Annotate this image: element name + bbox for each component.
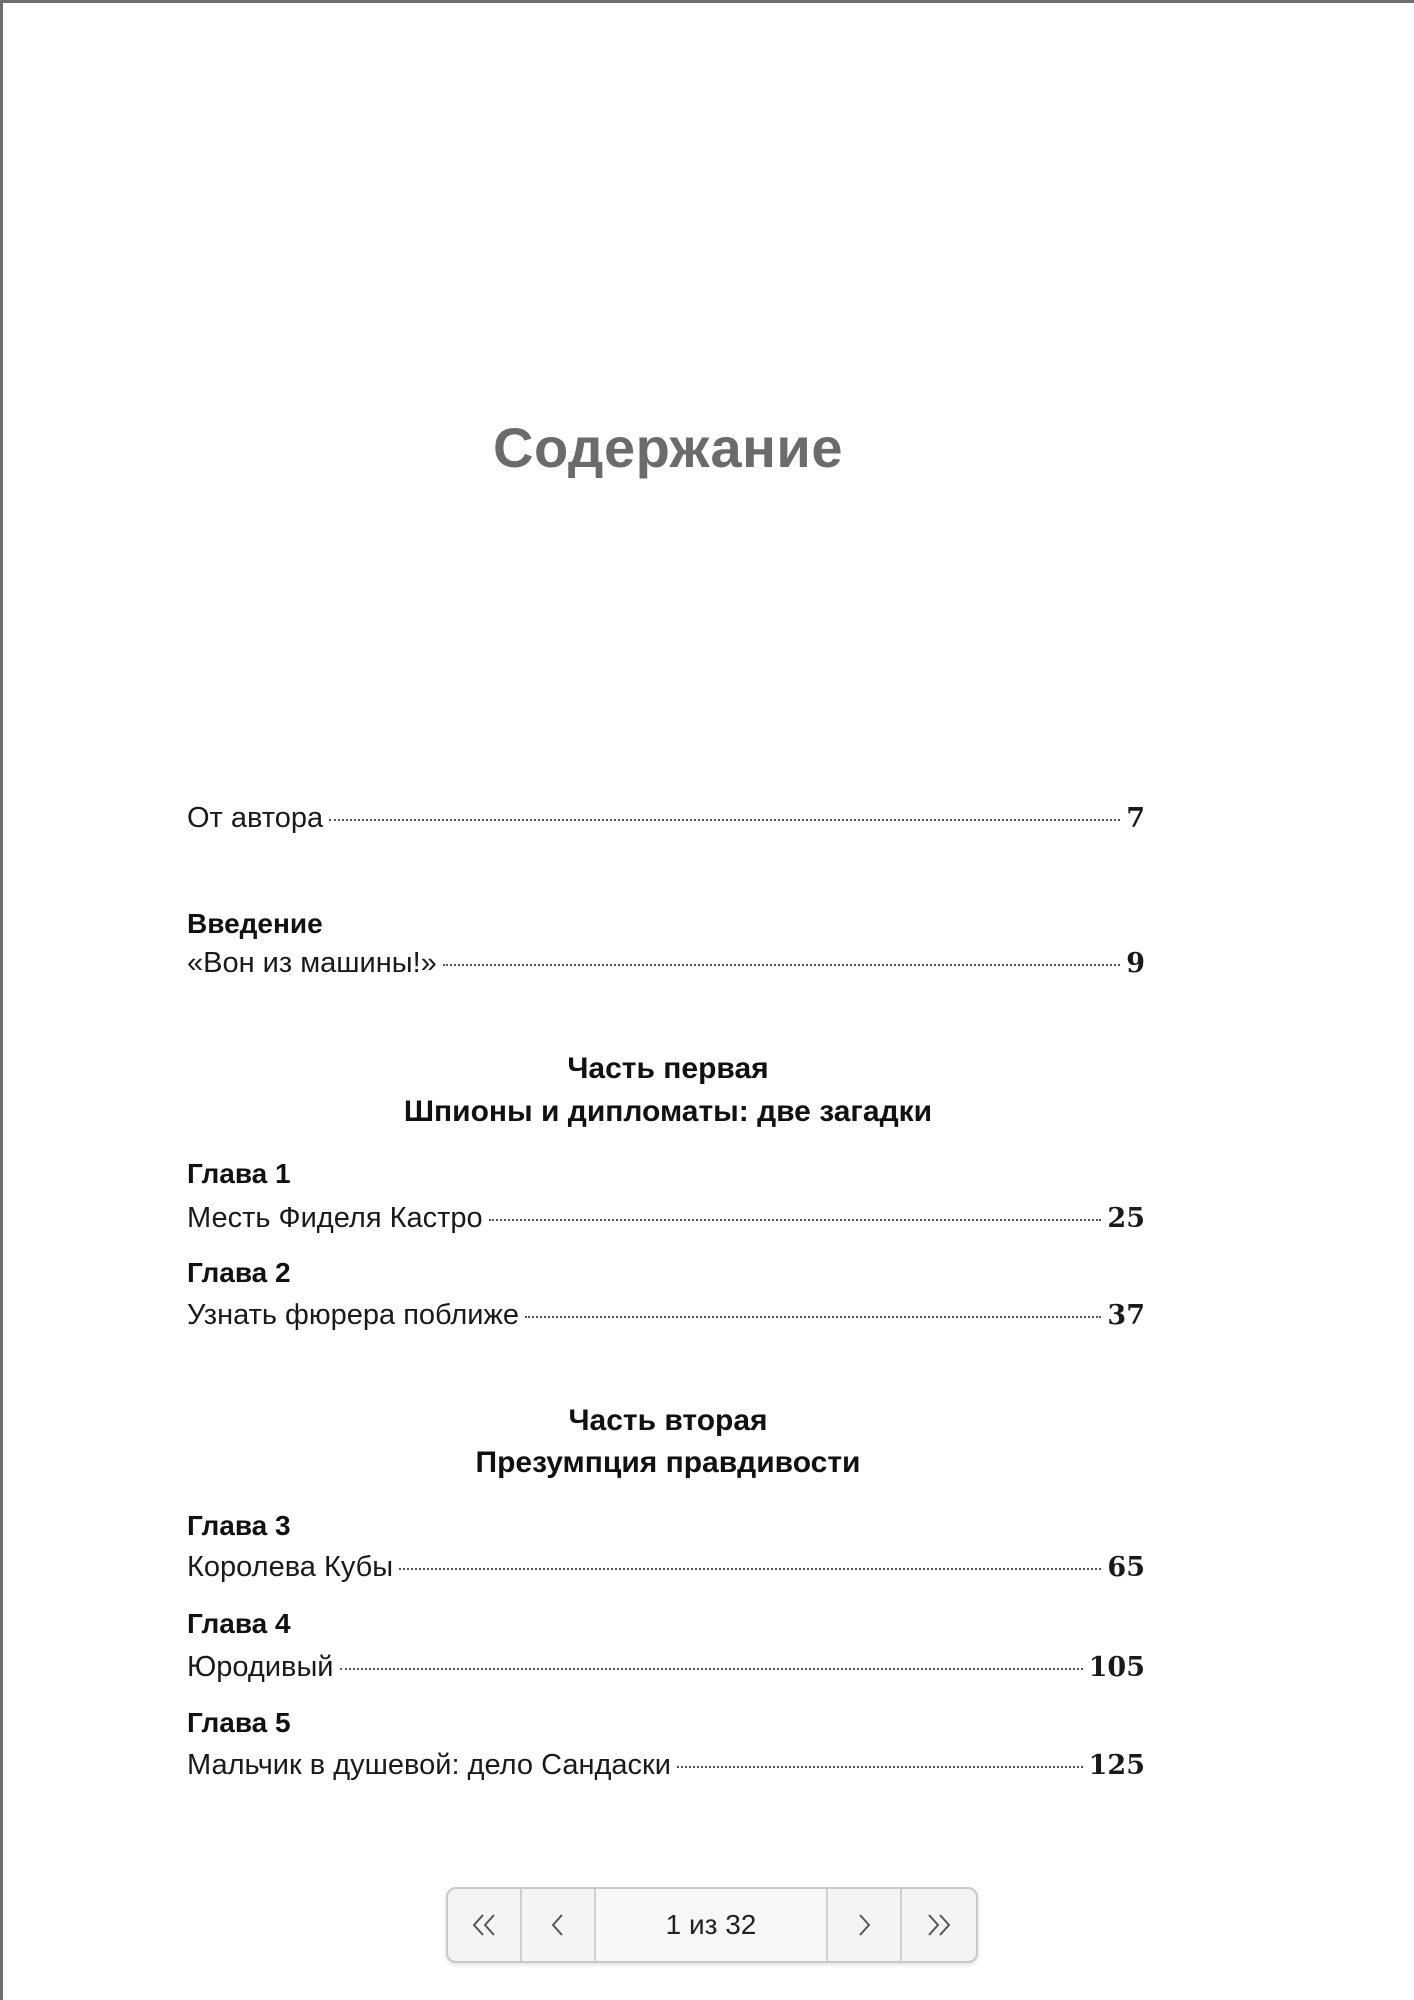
toc-entry-chapter-1[interactable]: [187, 1200, 1145, 1237]
toc-entry-title: «Вон из машины!»: [187, 947, 437, 979]
toc-entry-title: От автора: [187, 802, 324, 834]
chevron-left-icon: [548, 1912, 568, 1938]
first-page-button[interactable]: [448, 1889, 522, 1961]
toc-entry-title: Королева Кубы: [187, 1551, 394, 1583]
toc-chapter-heading: Глава 1: [187, 1158, 291, 1189]
page-title: Содержание: [493, 416, 843, 479]
toc-entry-from-author[interactable]: [187, 800, 1145, 837]
next-page-button[interactable]: [828, 1889, 902, 1961]
dot-leader: [443, 964, 1120, 966]
toc-entry-chapter-4[interactable]: [187, 1649, 1145, 1686]
toc-chapter-heading: Глава 5: [187, 1707, 291, 1738]
dot-leader: [489, 1219, 1102, 1221]
page-indicator[interactable]: 1 из 32: [596, 1889, 828, 1961]
toc-chapter-heading: Глава 2: [187, 1257, 291, 1288]
dot-leader: [677, 1766, 1083, 1768]
dot-leader: [525, 1316, 1101, 1318]
document-page: [3, 3, 1414, 2000]
toc-entry-title: Мальчик в душевой: дело Сандаски: [187, 1749, 671, 1781]
toc-part-2-title: Презумпция правдивости: [475, 1446, 861, 1479]
toc-entry-page: 105: [1088, 1652, 1145, 1683]
toc-entry-page: 37: [1107, 1300, 1145, 1331]
toc-part-1-title: Шпионы и дипломаты: две загадки: [403, 1095, 933, 1128]
toc-entry-page: 7: [1126, 803, 1145, 834]
toc-entry-chapter-3[interactable]: [187, 1549, 1145, 1586]
toc-entry-title: Узнать фюрера поближе: [187, 1299, 520, 1331]
double-chevron-right-icon: [924, 1912, 954, 1938]
previous-page-button[interactable]: [522, 1889, 596, 1961]
toc-chapter-heading: Глава 4: [187, 1608, 291, 1639]
toc-part-1-label: Часть первая: [567, 1052, 769, 1085]
dot-leader: [329, 819, 1120, 821]
toc-entry-page: 9: [1126, 948, 1145, 979]
toc-entry-introduction[interactable]: [187, 945, 1145, 982]
toc-entry-title: Месть Фиделя Кастро: [187, 1202, 483, 1234]
toc-entry-page: 25: [1107, 1203, 1145, 1234]
dot-leader: [340, 1668, 1083, 1670]
toc-entry-page: 65: [1107, 1552, 1145, 1583]
last-page-button[interactable]: [902, 1889, 976, 1961]
dot-leader: [399, 1568, 1101, 1570]
toc-entry-chapter-2[interactable]: [187, 1297, 1145, 1334]
double-chevron-left-icon: [469, 1912, 499, 1938]
toc-part-2-label: Часть вторая: [568, 1404, 768, 1437]
toc-entry-chapter-5[interactable]: [187, 1747, 1145, 1784]
page-navigation: [446, 1887, 978, 1963]
toc-heading-introduction: Введение: [187, 908, 323, 939]
chevron-right-icon: [854, 1912, 874, 1938]
toc-chapter-heading: Глава 3: [187, 1510, 291, 1541]
toc-entry-title: Юродивый: [187, 1651, 334, 1683]
toc-entry-page: 125: [1088, 1750, 1145, 1781]
